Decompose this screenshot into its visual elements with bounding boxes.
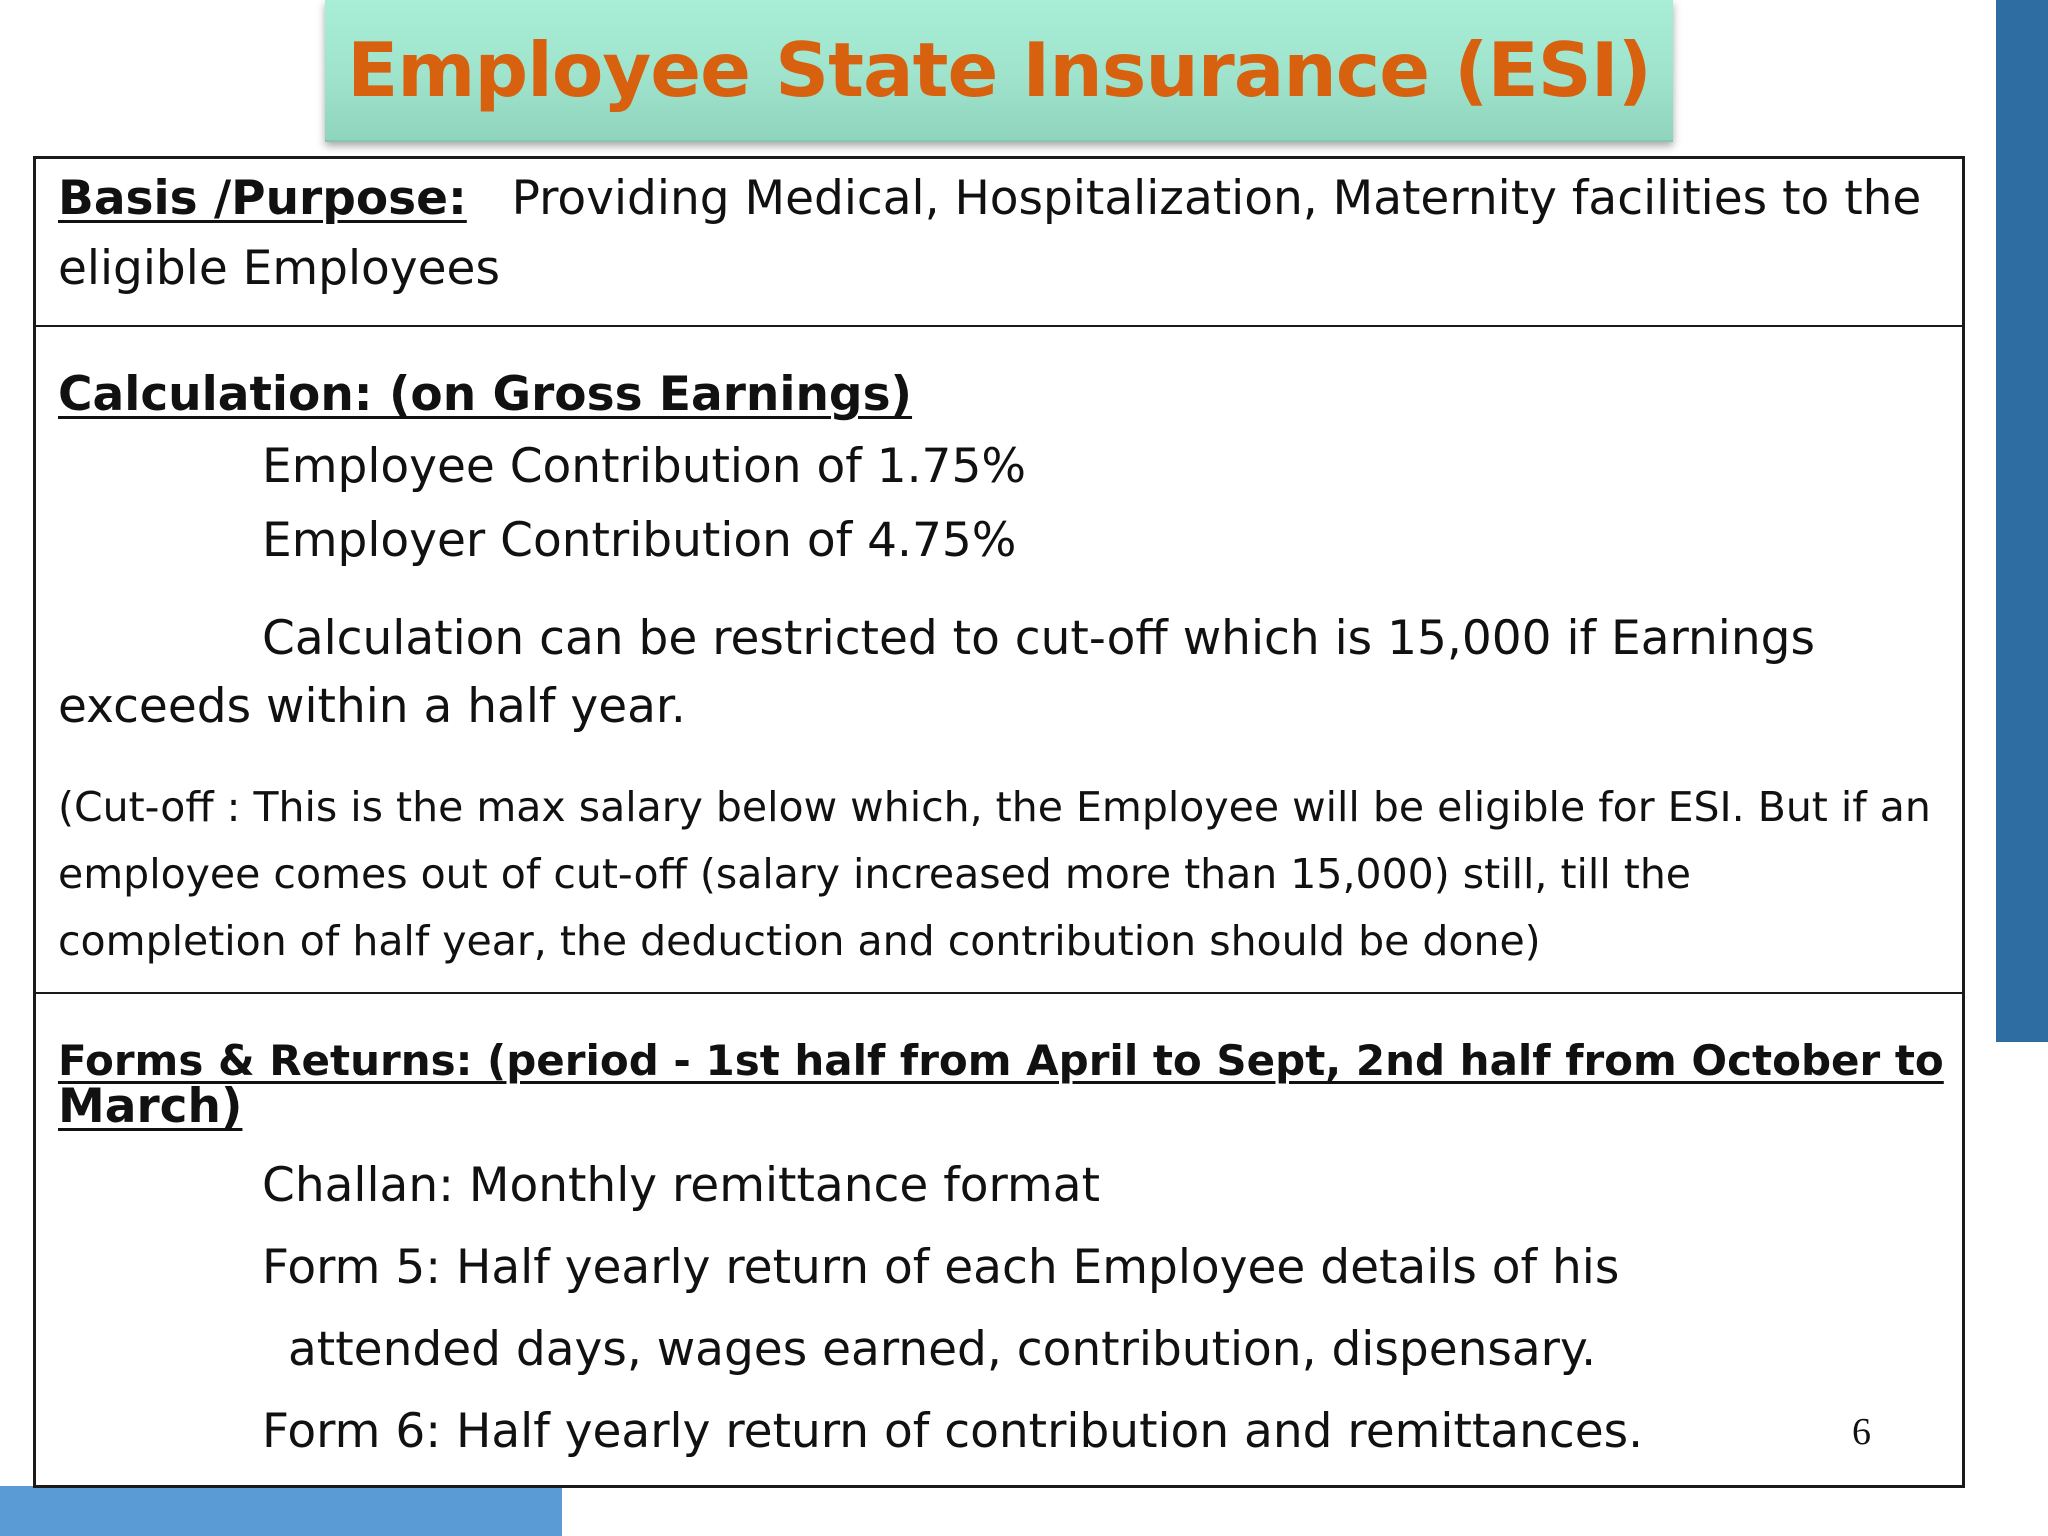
forms-heading-line-1: Forms & Returns: (period - 1st half from April to Sept, 2nd half from October to [58, 1036, 1944, 1085]
calculation-section [36, 327, 1962, 994]
title-banner [325, 0, 1673, 142]
cutoff-note-line-1: (Cut-off : This is the max salary below which, the Employee will be eligible for ESI. But if an [58, 783, 1931, 831]
form5-line-2: attended days, wages earned, contribution, dispensary. [288, 1322, 1597, 1377]
slide-title: Employee State Insurance (ESI) [347, 26, 1651, 114]
restriction-line-2: exceeds within a half year. [58, 679, 686, 734]
page-number: 6 [1852, 1411, 1871, 1453]
form6-line: Form 6: Half yearly return of contribution and remittances. [262, 1404, 1644, 1459]
calculation-heading: Calculation: (on Gross Earnings) [58, 367, 913, 422]
basis-text-2: eligible Employees [58, 241, 500, 296]
basis-text-1: Providing Medical, Hospitalization, Maternity facilities to the [511, 171, 1922, 226]
employer-contribution: Employer Contribution of 4.75% [262, 513, 1017, 568]
cutoff-note-line-3: completion of half year, the deduction and contribution should be done) [58, 917, 1541, 965]
employee-contribution: Employee Contribution of 1.75% [262, 439, 1027, 494]
bottom-accent-bar [0, 1486, 562, 1536]
forms-heading-line-2: March) [58, 1079, 243, 1134]
content-table [33, 156, 1965, 1488]
forms-section [36, 994, 1962, 1488]
restriction-line-1: Calculation can be restricted to cut-off which is 15,000 if Earnings [262, 611, 1815, 666]
basis-line-1 [58, 171, 1921, 226]
challan-line: Challan: Monthly remittance format [262, 1158, 1101, 1213]
basis-heading: Basis /Purpose: [58, 171, 467, 226]
cutoff-note-line-2: employee comes out of cut-off (salary increased more than 15,000) still, till the [58, 850, 1692, 898]
right-accent-bar [1996, 0, 2048, 1042]
basis-section [36, 159, 1962, 327]
form5-line-1: Form 5: Half yearly return of each Employee details of his [262, 1240, 1620, 1295]
